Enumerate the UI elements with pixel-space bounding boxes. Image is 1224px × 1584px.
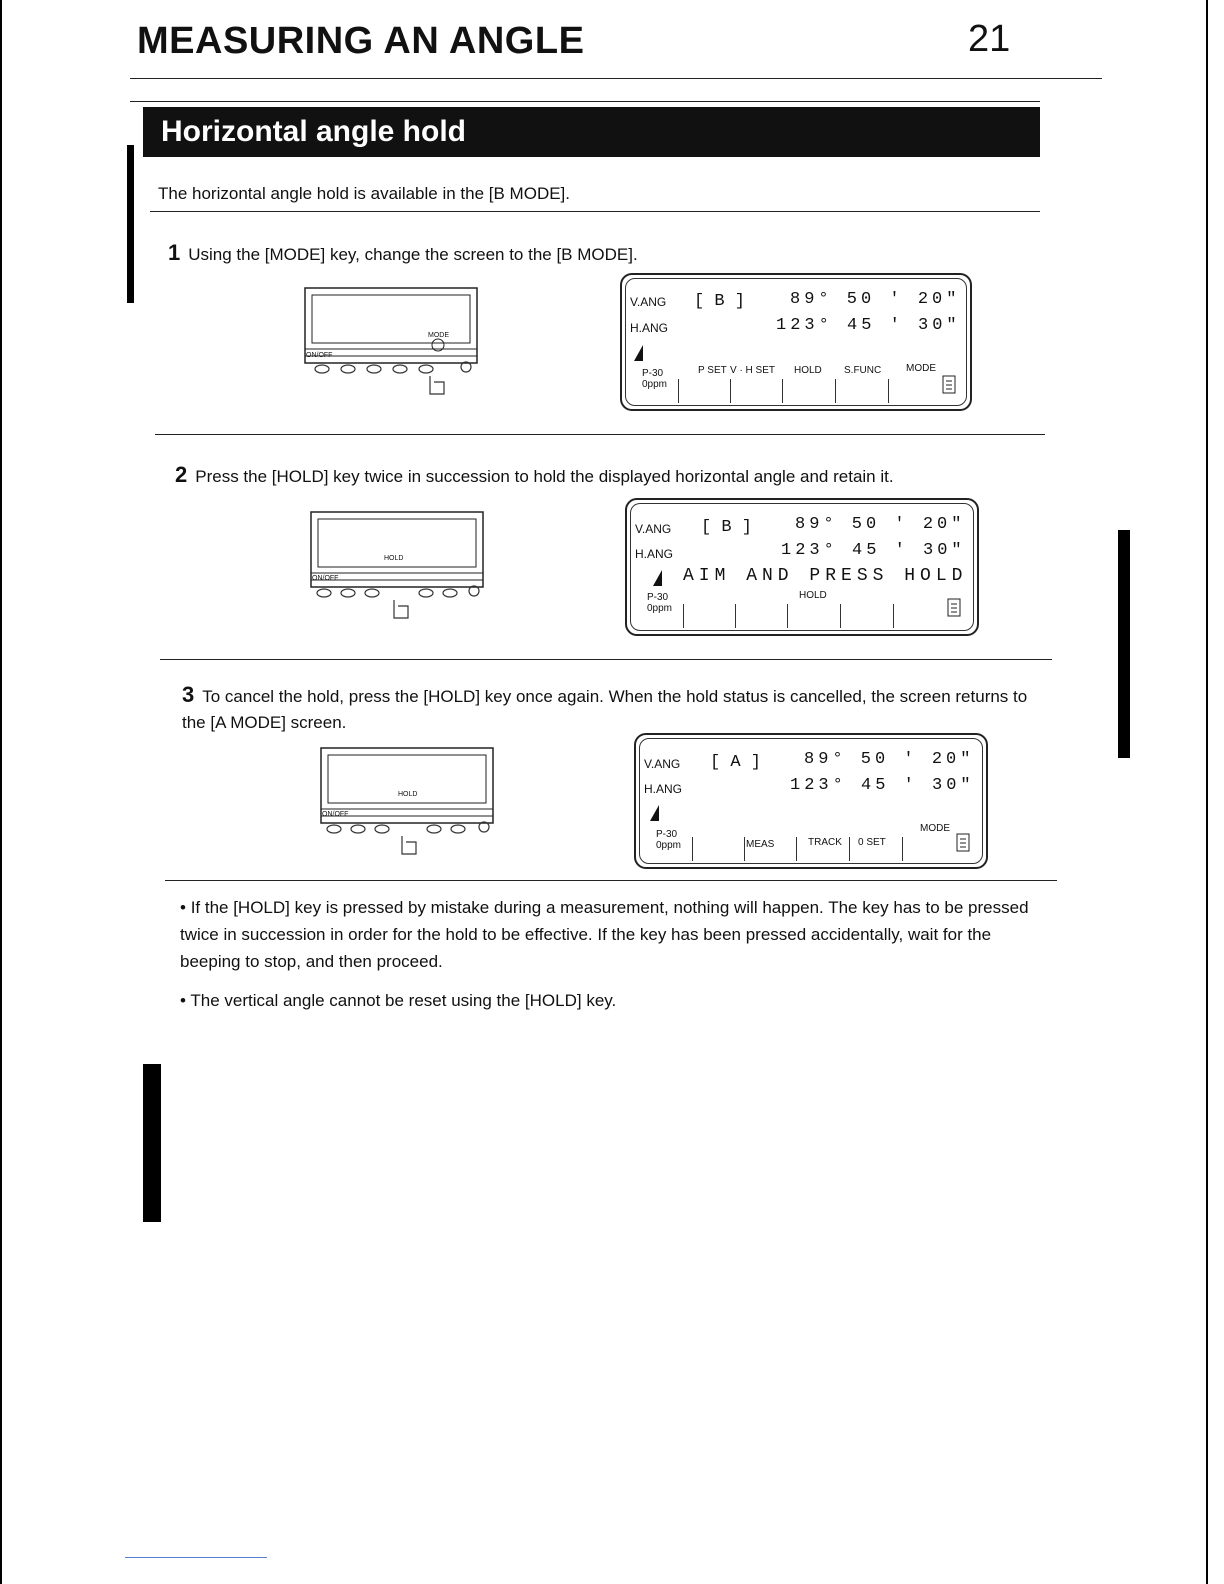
ppm-label: 0ppm — [656, 840, 682, 851]
keypad-power-label: ON/OFF — [306, 352, 333, 359]
keypad-power-label: ON/OFF — [312, 575, 339, 582]
battery-label: P-30 — [642, 368, 664, 379]
v-ang-label: V.ANG — [635, 522, 672, 536]
h-ang-value: 123° 45 ' 30" — [781, 541, 966, 560]
h-ang-label: H.ANG — [644, 782, 683, 796]
keypad-illustration — [306, 507, 496, 627]
step-text: To cancel the hold, press the [HOLD] key once again. When the hold status is cancelled, the screen returns to the [A MODE] screen. — [182, 687, 1028, 732]
lcd-display-b-mode — [620, 273, 972, 411]
note-1 — [180, 894, 1030, 975]
rule-step-3 — [165, 880, 1057, 881]
rule-step-1 — [155, 434, 1045, 435]
keypad-key-label: HOLD — [384, 555, 404, 562]
keypad-power-label: ON/OFF — [322, 811, 349, 818]
rule-step-2 — [160, 659, 1052, 660]
rule-intro — [150, 211, 1040, 212]
right-margin-bar — [1118, 530, 1130, 758]
keypad-key-label: HOLD — [398, 791, 418, 798]
step-3 — [182, 682, 1042, 736]
v-ang-value: 89° 50 ' 20" — [795, 515, 966, 534]
battery-label: P-30 — [656, 829, 678, 840]
right-page-edge — [1206, 0, 1208, 1584]
softkey-5[interactable]: MODE — [920, 823, 950, 834]
footer-rule — [125, 1557, 267, 1558]
bullet-icon: • — [180, 991, 191, 1010]
step-text: Using the [MODE] key, change the screen to the [B MODE]. — [188, 245, 638, 264]
step-number: 3 — [182, 682, 195, 707]
ppm-label: 0ppm — [642, 379, 668, 390]
bullet-icon: • — [180, 898, 191, 917]
step-2 — [175, 462, 1035, 490]
softkey-3[interactable]: HOLD — [794, 365, 822, 376]
signal-icon — [634, 345, 643, 361]
step-1 — [168, 240, 1028, 268]
softkey-4[interactable]: S.FUNC — [844, 365, 882, 376]
note-text: The vertical angle cannot be reset using the [HOLD] key. — [190, 991, 617, 1010]
left-page-edge — [0, 0, 2, 1584]
softkey-4[interactable]: 0 SET — [858, 837, 886, 848]
signal-icon — [650, 805, 659, 821]
lcd-display-a-mode — [634, 733, 988, 869]
h-ang-label: H.ANG — [630, 321, 669, 335]
v-ang-value: 89° 50 ' 20" — [790, 290, 961, 309]
note-text: If the [HOLD] key is pressed by mistake during a measurement, nothing will happen. The key has to be pressed twice in succession in order for the hold to be effective. If the key has been pressed accidentally, wait for the beeping to stop, and then proceed. — [180, 898, 1029, 971]
step-number: 1 — [168, 240, 181, 265]
softkey-1[interactable]: P SET — [698, 365, 727, 376]
page-title: MEASURING AN ANGLE — [137, 20, 585, 62]
h-ang-label: H.ANG — [635, 547, 674, 561]
note-2 — [180, 987, 1030, 1014]
keypad-illustration — [316, 743, 506, 863]
section-banner — [143, 107, 1040, 157]
softkey-5[interactable]: MODE — [906, 363, 936, 374]
h-ang-value: 123° 45 ' 30" — [776, 316, 961, 335]
page-icon — [947, 598, 961, 618]
section-intro: The horizontal angle hold is available in the [B MODE]. — [158, 184, 571, 203]
mode-indicator: [ B ] — [694, 292, 746, 311]
h-ang-value: 123° 45 ' 30" — [790, 776, 975, 795]
margin-bar-top — [127, 145, 134, 303]
keypad-key-label: MODE — [428, 332, 449, 339]
softkey-2[interactable]: V · H SET — [730, 365, 776, 376]
v-ang-label: V.ANG — [644, 757, 681, 771]
mode-indicator: [ A ] — [710, 753, 762, 772]
v-ang-label: V.ANG — [630, 295, 667, 309]
prompt-message: AIM AND PRESS HOLD — [683, 566, 968, 586]
lcd-display-hold — [625, 498, 979, 636]
ppm-label: 0ppm — [647, 603, 673, 614]
battery-label: P-30 — [647, 592, 669, 603]
mode-indicator: [ B ] — [701, 518, 753, 537]
step-text: Press the [HOLD] key twice in succession to hold the displayed horizontal angle and retain it. — [195, 467, 894, 486]
header-rule-2 — [130, 101, 1040, 102]
softkey-3[interactable]: HOLD — [799, 590, 827, 601]
margin-bar-bottom — [143, 1064, 161, 1222]
softkey-2[interactable]: MEAS — [746, 839, 775, 850]
page-icon — [942, 375, 956, 395]
section-title: Horizontal angle hold — [161, 115, 466, 148]
softkey-3[interactable]: TRACK — [808, 837, 842, 848]
header-rule — [130, 78, 1102, 79]
page-icon — [956, 833, 970, 853]
signal-icon — [653, 570, 662, 586]
v-ang-value: 89° 50 ' 20" — [804, 750, 975, 769]
keypad-illustration — [300, 283, 490, 403]
step-number: 2 — [175, 462, 188, 487]
page-number: 21 — [968, 18, 1011, 60]
